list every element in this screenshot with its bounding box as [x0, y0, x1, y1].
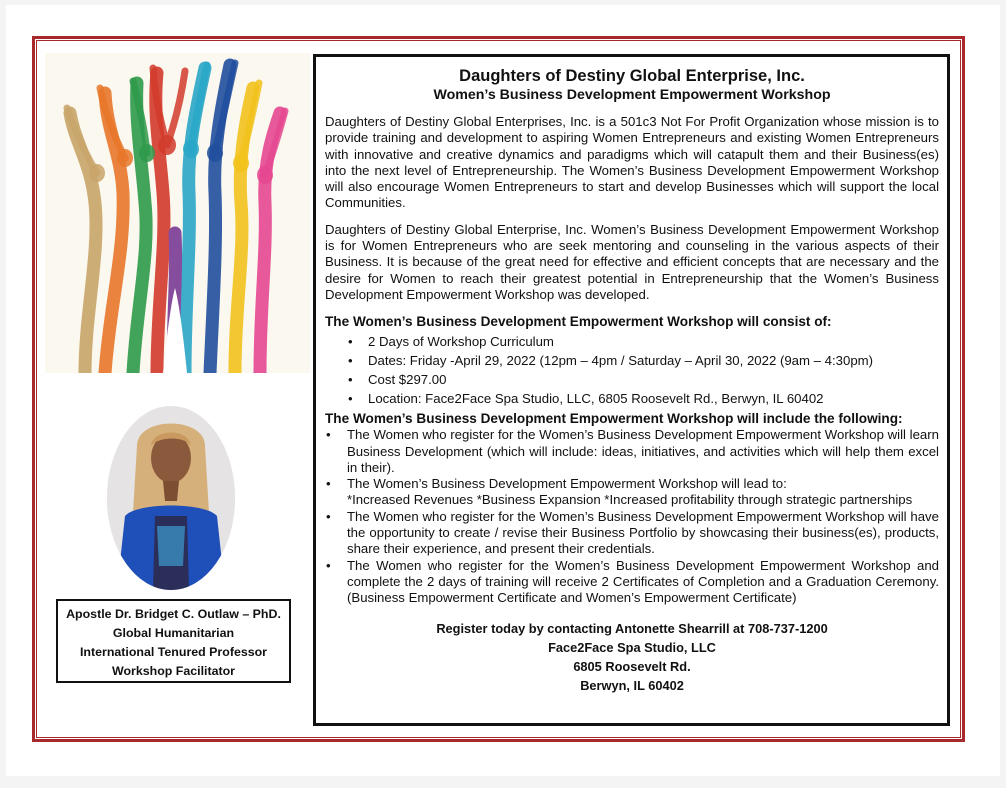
- outcomes-line: *Increased Revenues *Business Expansion *Increased profitability through strategic partnerships: [347, 492, 913, 508]
- cost-item: Cost $297.00: [368, 372, 447, 388]
- list-item: [348, 351, 939, 370]
- list-item: [348, 370, 939, 389]
- consist-list: [325, 332, 939, 408]
- portrait-illustration: [107, 406, 235, 590]
- list-item: [348, 389, 939, 408]
- purpose-paragraph: Daughters of Destiny Global Enterprise, Inc. Women’s Business Development Empowerment Workshop is for Women Entrepreneurs who are seek mentoring and counseling in the various aspects of their Business. It is because of the great need for effective and efficient concepts that are necessary and the desire for Women to reach their greatest potential in Entrepreneurship that the Women’s Business Development Empowerment Workshop was developed.: [325, 221, 939, 302]
- include-item-portfolio: The Women who register for the Women’s Business Development Empowerment Workshop will have the opportunity to create / revise their Business Portfolio by showcasing their business(es), products, share their experience, and present their credentials.: [347, 508, 939, 557]
- workshop-info-box: [313, 54, 950, 726]
- bullet-icon: •: [326, 427, 331, 443]
- list-item: [326, 476, 939, 509]
- include-item-business-development: The Women who register for the Women’s Business Development Empowerment Workshop will learn Business Development (which will include: ideas, initiatives, and activities which will help them excel in their).: [347, 427, 939, 475]
- dates-item: Dates: Friday -April 29, 2022 (12pm – 4pm / Saturday – April 30, 2022 (9am – 4:30pm): [368, 353, 874, 369]
- facilitator-name: Apostle Dr. Bridget C. Outlaw – PhD.: [66, 607, 281, 621]
- bullet-icon: •: [348, 391, 353, 407]
- consist-heading: The Women’s Business Development Empowerment Workshop will consist of:: [325, 314, 832, 330]
- location-item: Location: Face2Face Spa Studio, LLC, 6805 Roosevelt Rd., Berwyn, IL 60402: [368, 391, 824, 407]
- facilitator-title-2: International Tenured Professor: [79, 645, 268, 659]
- include-item-certificates: The Women who register for the Women’s Business Development Empowerment Workshop and complete the 2 days of training will receive 2 Certificates of Completion and a Graduation Ceremony. (Business Empowerment Certificate and Women’s Empowerment Certificate): [347, 557, 939, 606]
- register-street: 6805 Roosevelt Rd.: [573, 658, 691, 674]
- bullet-icon: •: [326, 557, 331, 573]
- includes-list: [325, 427, 939, 606]
- organization-title: Daughters of Destiny Global Enterprise, Inc.: [459, 67, 805, 85]
- bullet-icon: •: [348, 372, 353, 388]
- bullet-icon: •: [348, 334, 353, 350]
- list-item: [326, 508, 939, 558]
- list-item: [326, 427, 939, 476]
- facilitator-caption: [56, 599, 291, 683]
- includes-heading: The Women’s Business Development Empowerment Workshop will include the following:: [325, 411, 903, 427]
- curriculum-item: 2 Days of Workshop Curriculum: [368, 334, 554, 350]
- women-silhouettes-illustration: [45, 53, 310, 373]
- bullet-icon: •: [326, 476, 331, 492]
- include-item-lead-to: The Women’s Business Development Empowerment Workshop will lead to:: [347, 476, 787, 492]
- bullet-icon: •: [348, 353, 353, 369]
- registration-block: [325, 619, 939, 695]
- mission-paragraph: Daughters of Destiny Global Enterprises, Inc. is a 501c3 Not For Profit Organization whose mission is to provide training and development to aspiring Women Entrepreneurs and existing Women Entrepreneurs with innovative and creative dynamics and paradigms which will catapult them and their Business(es) into the next level of Entrepreneurship. The Women’s Business Development Empowerment Workshop will also encourage Women Entrepreneurs to start and develop Businesses which will support the local Communities.: [325, 114, 939, 211]
- facilitator-title-1: Global Humanitarian: [112, 626, 235, 640]
- facilitator-role: Workshop Facilitator: [111, 664, 235, 678]
- bullet-icon: •: [326, 508, 331, 524]
- list-item: [348, 332, 939, 351]
- register-city: Berwyn, IL 60402: [580, 677, 684, 693]
- workshop-subtitle: Women’s Business Development Empowerment Workshop: [433, 87, 831, 103]
- list-item: [326, 557, 939, 607]
- register-contact: Register today by contacting Antonette Shearrill at 708-737-1200: [436, 620, 828, 636]
- register-venue: Face2Face Spa Studio, LLC: [548, 639, 716, 655]
- women-silhouettes-art: [45, 53, 310, 373]
- facilitator-portrait: [107, 406, 235, 590]
